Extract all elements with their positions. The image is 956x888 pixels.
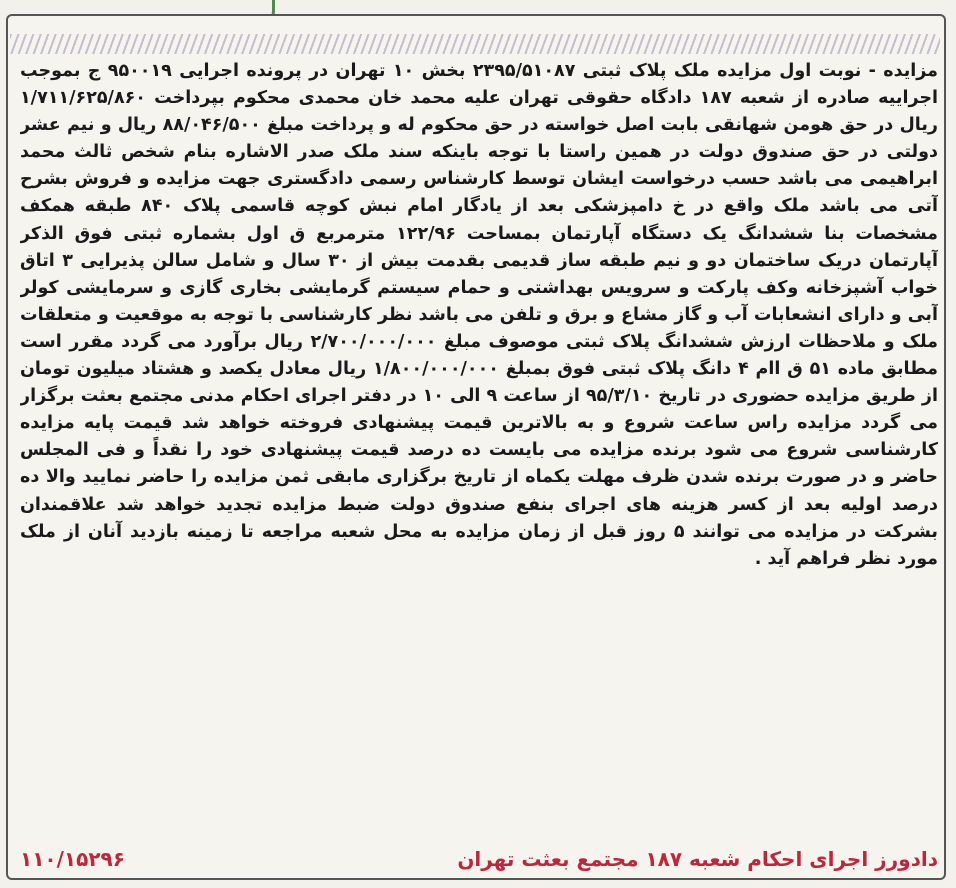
decorative-hatch-band [10,34,940,54]
auction-notice-body: مزایده - نوبت اول مزایده ملک پلاک ثبتی ۲۳۹۵/۵۱۰۸۷ بخش ۱۰ تهران در پرونده اجرایی ۹۵۰۰۱۹ ج بموجب اجراییه صادره از شعبه ۱۸۷ دادگاه حقوقی تهران علیه محمد خان محمدی محکوم بپرداخت ۱/۷۱۱/۶۲۵/۸۶۰ ریال در حق هومن شهانقی بابت اصل خواسته در حق محکوم له و پرداخت مبلغ ۸۸/۰۴۶/۵۰۰ ریال و نیم عشر دولتی در حق صندوق دولت در همین راستا با توجه باینکه سند ملک صدر الاشاره بنام شخص ثالث محمد ابراهیمی می باشد حسب درخواست ایشان توسط کارشناس رسمی دادگستری جهت مزایده و فروش بشرح آتی می باشد ملک واقع در خ دامپزشکی بعد از یادگار امام نبش کوچه قاسمی پلاک ۸۴۰ طبقه همکف مشخصات بنا ششدانگ یک دستگاه آپارتمان بمساحت ۱۲۲/۹۶ مترمربع ق اول بشماره ثبتی فوق الذکر آپارتمان دریک ساختمان دو و نیم طبقه ساز قدیمی بقدمت بیش از ۳۰ سال و شامل سالن پذیرایی ۳ اتاق خواب آشپزخانه وکف پارکت و سرویس بهداشتی و حمام سیستم گرمایشی بخاری گازی و سرمایشی کولر آبی و دارای انشعابات آب و گاز مشاع و برق و تلفن می باشد نظر کارشناسی با توجه به موقعیت و متعلقات ملک و ملاحظات ارزش ششدانگ پلاک ثبتی موصوف مبلغ ۲/۷۰۰/۰۰۰/۰۰۰ ریال برآورد می گردد مقرر است مطابق ماده ۵۱ ق اام ۴ دانگ پلاک ثبتی فوق بمبلغ ۱/۸۰۰/۰۰۰/۰۰۰ ریال معادل یکصد و هشتاد میلیون تومان از طریق مزایده حضوری در تاریخ ۹۵/۳/۱۰ از ساعت ۹ الی ۱۰ در دفتر اجرای احکام مدنی مجتمع بعثت برگزار می گردد مزایده راس ساعت شروع و به بالاترین قیمت پیشنهادی فروخته خواهد شد قیمت پایه مزایده کارشناسی شروع می شود برنده مزایده می بایست ده درصد قیمت پیشنهادی خود را نقداً و فی المجلس حاضر و در صورت برنده شدن ظرف مهلت یکماه از تاریخ برگزاری مابقی ثمن مزایده را حاضر نمایید والا ده درصد اولیه بعد از کسر هزینه های اجرای بنفع صندوق دولت ضبط مزایده تجدید خواهد شد علاقمندان بشرکت در مزایده می توانند ۵ روز قبل از زمان مزایده به محل شعبه مراجعه تا زمینه بازدید آنان از ملک مورد نظر فراهم آید . [20,61,938,569]
reference-number: ۱۱۰/۱۵۲۹۶ [20,847,125,871]
signature-line: دادورز اجرای احکام شعبه ۱۸۷ مجتمع بعثت تهران [457,847,938,871]
notice-footer [20,842,938,876]
